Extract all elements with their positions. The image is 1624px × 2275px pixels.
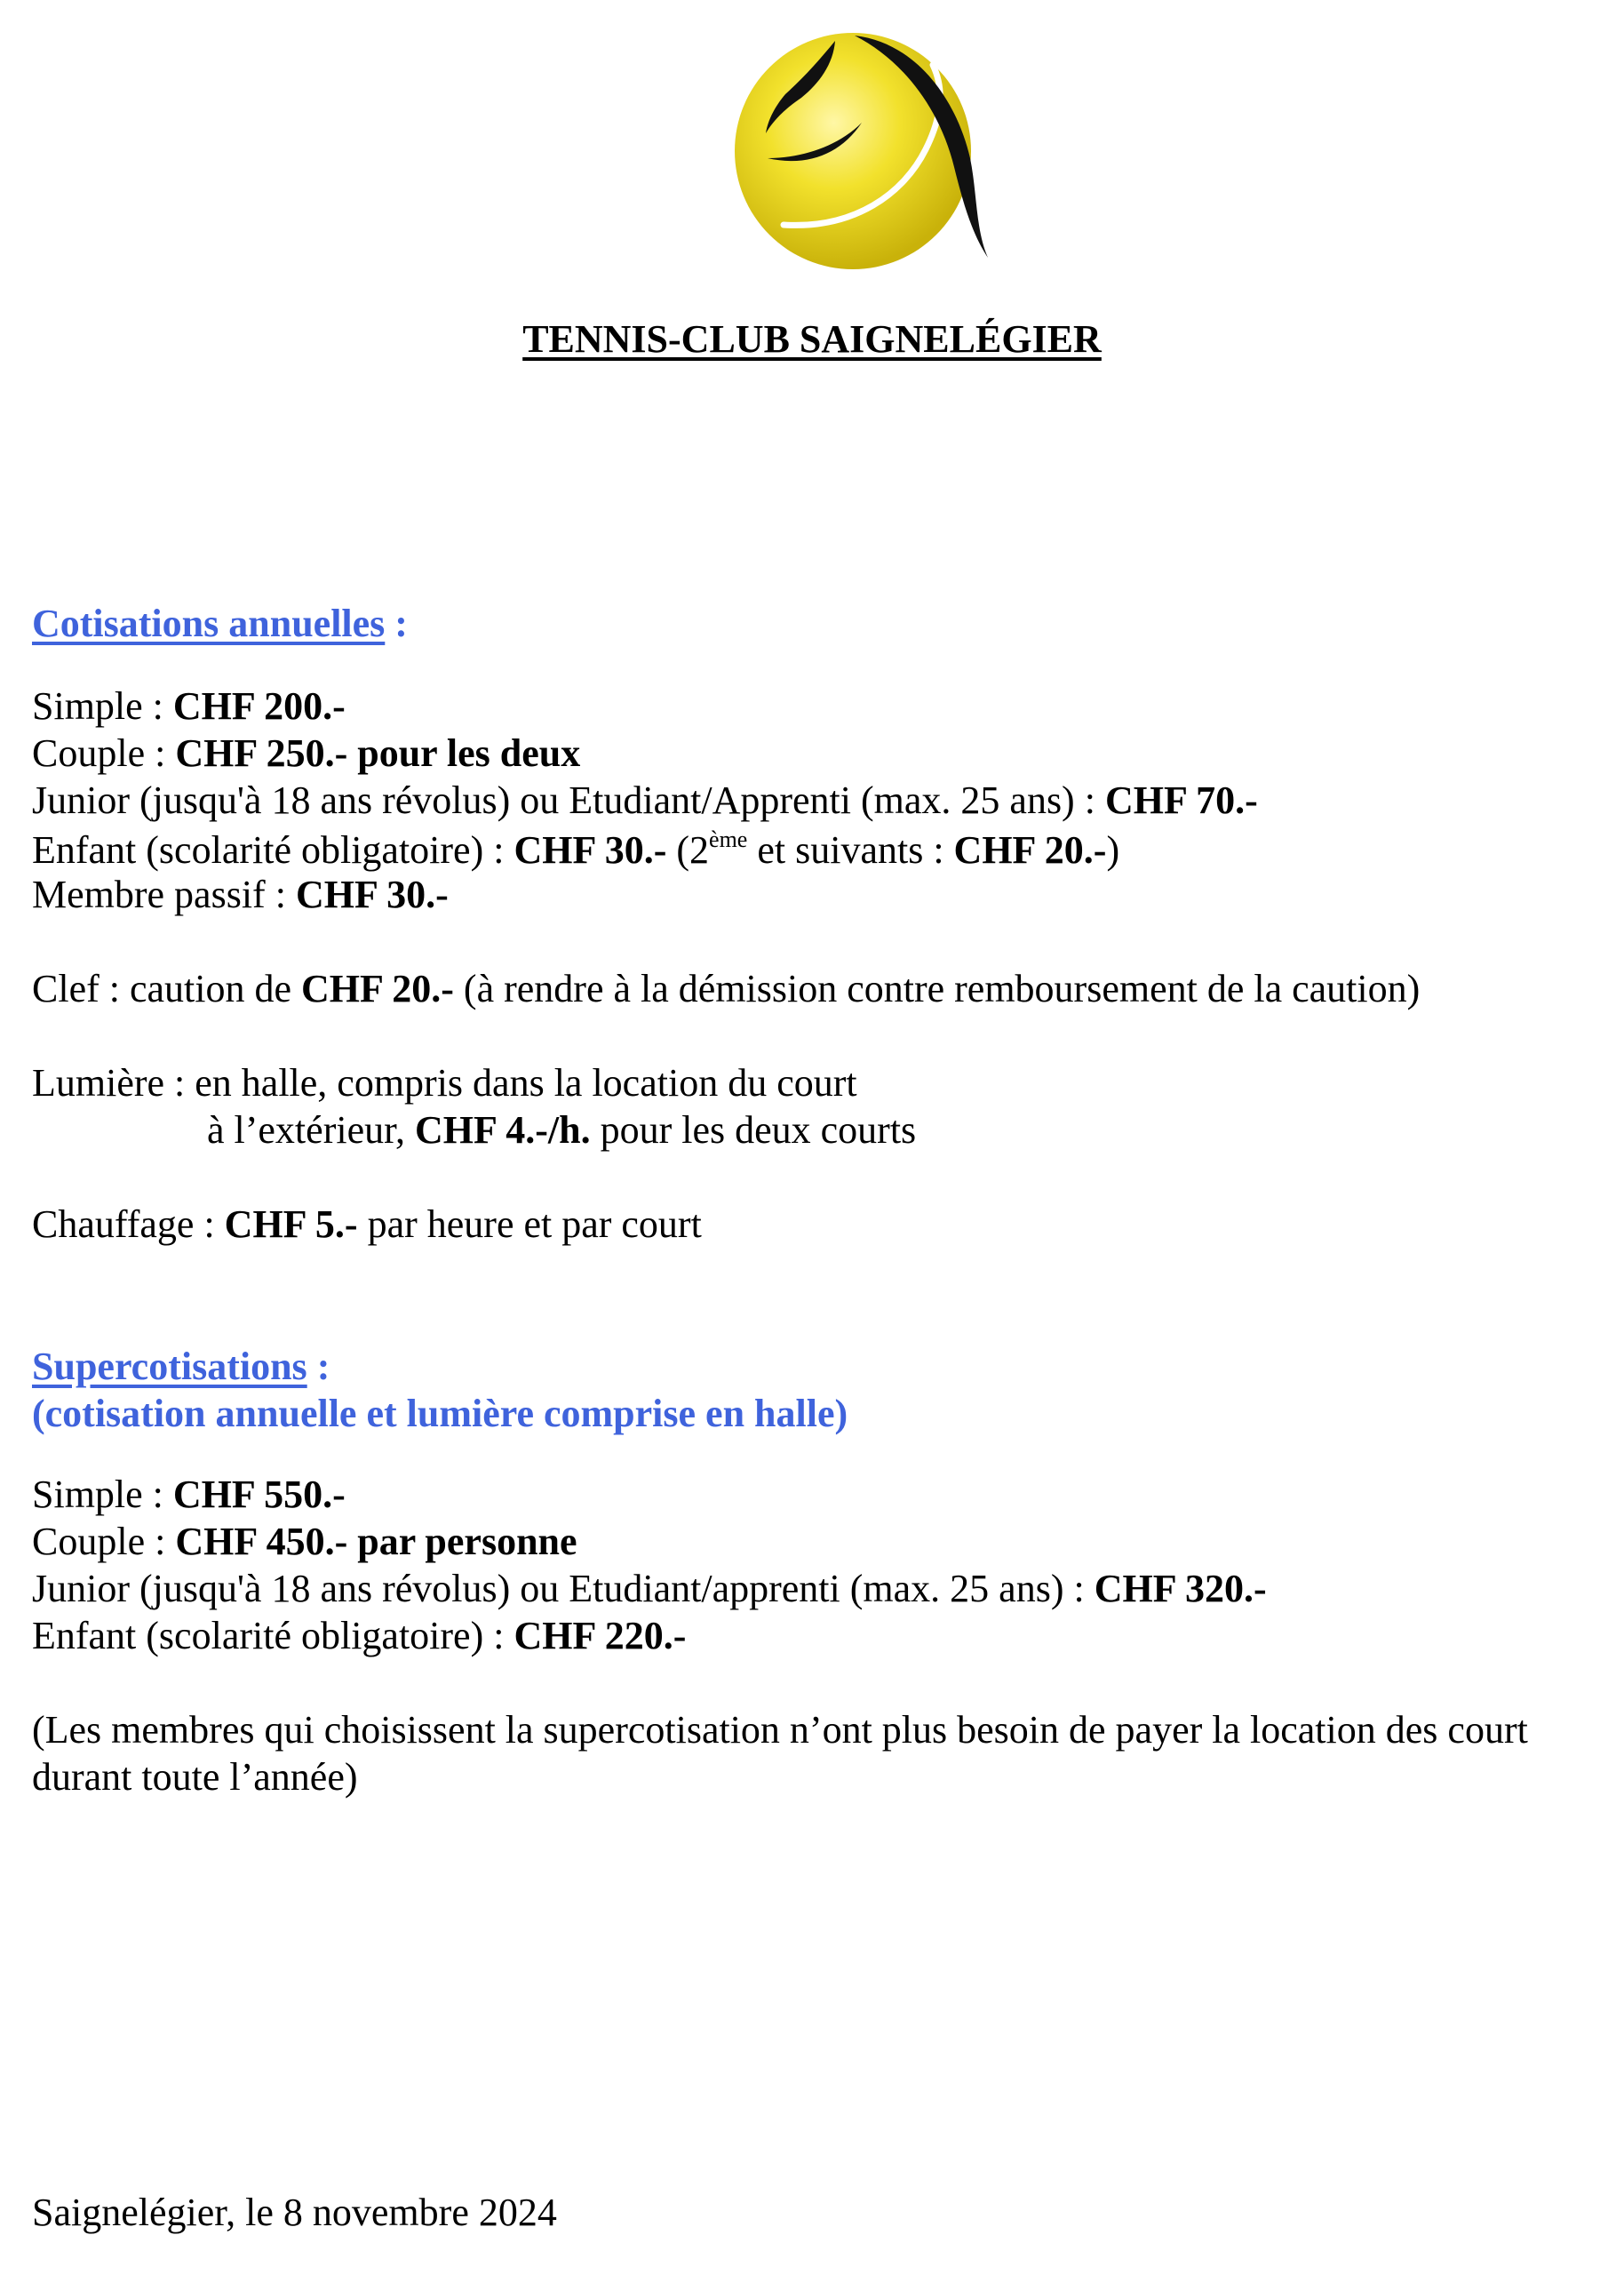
- item-note: (2: [666, 828, 710, 872]
- heading-colon: :: [385, 602, 408, 645]
- item-label: à l’extérieur,: [207, 1108, 415, 1152]
- lumiere-line-2: [207, 1108, 917, 1152]
- item-value: CHF 4.-/h.: [415, 1108, 591, 1152]
- item-note: par heure et par court: [357, 1202, 702, 1246]
- supercotisation-note-line-1: (Les membres qui choisissent la supercotisation n’ont plus besoin de payer la location des court: [32, 1708, 1528, 1752]
- supercotisation-enfant: [32, 1616, 686, 1656]
- item-value: CHF 320.-: [1094, 1567, 1267, 1610]
- item-value: CHF 200.-: [172, 684, 346, 728]
- cotisation-passif: [32, 875, 449, 914]
- item-value: CHF 220.-: [513, 1614, 687, 1657]
- item-label: Junior (jusqu'à 18 ans révolus) ou Etudiant/apprenti (max. 25 ans) :: [32, 1567, 1095, 1610]
- item-value: CHF 30.-: [513, 828, 667, 872]
- ordinal-suffix: ème: [709, 826, 748, 852]
- supercotisation-junior: [32, 1569, 1267, 1608]
- heading-text: Supercotisations: [32, 1345, 307, 1388]
- item-note: (à rendre à la démission contre remboursement de la caution): [453, 967, 1421, 1010]
- cotisation-junior: [32, 778, 1258, 822]
- heading-text: Cotisations annuelles: [32, 602, 386, 645]
- item-label: Membre passif :: [32, 873, 296, 916]
- item-label: Chauffage :: [32, 1202, 225, 1246]
- item-value: CHF 70.-: [1104, 778, 1258, 822]
- lumiere-line-1: Lumière : en halle, compris dans la location du court: [32, 1061, 857, 1105]
- item-value-secondary: CHF 20.-: [953, 828, 1107, 872]
- cotisation-simple: [32, 684, 346, 728]
- item-note: et suivants :: [747, 828, 954, 872]
- item-value: CHF 450.- par personne: [175, 1520, 577, 1563]
- cotisation-couple: [32, 731, 581, 775]
- item-note: pour les deux courts: [590, 1108, 917, 1152]
- heading-colon: :: [306, 1345, 330, 1388]
- item-value: CHF 550.-: [172, 1473, 346, 1516]
- item-value: CHF 5.-: [224, 1202, 358, 1246]
- item-note: ): [1106, 828, 1120, 872]
- place-date: Saignelégier, le 8 novembre 2024: [32, 2191, 557, 2234]
- item-label: Enfant (scolarité obligatoire) :: [32, 828, 514, 872]
- item-value: CHF 20.-: [301, 967, 454, 1010]
- supercotisation-note-line-2: durant toute l’année): [32, 1755, 358, 1799]
- supercotisation-couple: [32, 1522, 577, 1561]
- chauffage-line: [32, 1202, 702, 1246]
- item-label: Junior (jusqu'à 18 ans révolus) ou Etudiant/Apprenti (max. 25 ans) :: [32, 778, 1105, 822]
- item-label: Simple :: [32, 684, 173, 728]
- supercotisation-simple: [32, 1475, 346, 1514]
- section-subheading-supercotisations: (cotisation annuelle et lumière comprise en halle): [32, 1392, 848, 1435]
- item-label: Clef : caution de: [32, 967, 302, 1010]
- tennis-club-logo: [721, 25, 1006, 283]
- item-label: Couple :: [32, 1520, 176, 1563]
- section-heading-cotisations: [32, 604, 408, 643]
- item-label: Couple :: [32, 731, 176, 775]
- cotisation-enfant: [32, 828, 1119, 870]
- section-heading-supercotisations: [32, 1347, 330, 1386]
- club-title: TENNIS-CLUB SAIGNELÉGIER: [522, 317, 1102, 361]
- item-value: CHF 250.- pour les deux: [175, 731, 581, 775]
- item-label: Enfant (scolarité obligatoire) :: [32, 1614, 514, 1657]
- item-value: CHF 30.-: [295, 873, 449, 916]
- clef-line: [32, 967, 1421, 1010]
- item-label: Simple :: [32, 1473, 173, 1516]
